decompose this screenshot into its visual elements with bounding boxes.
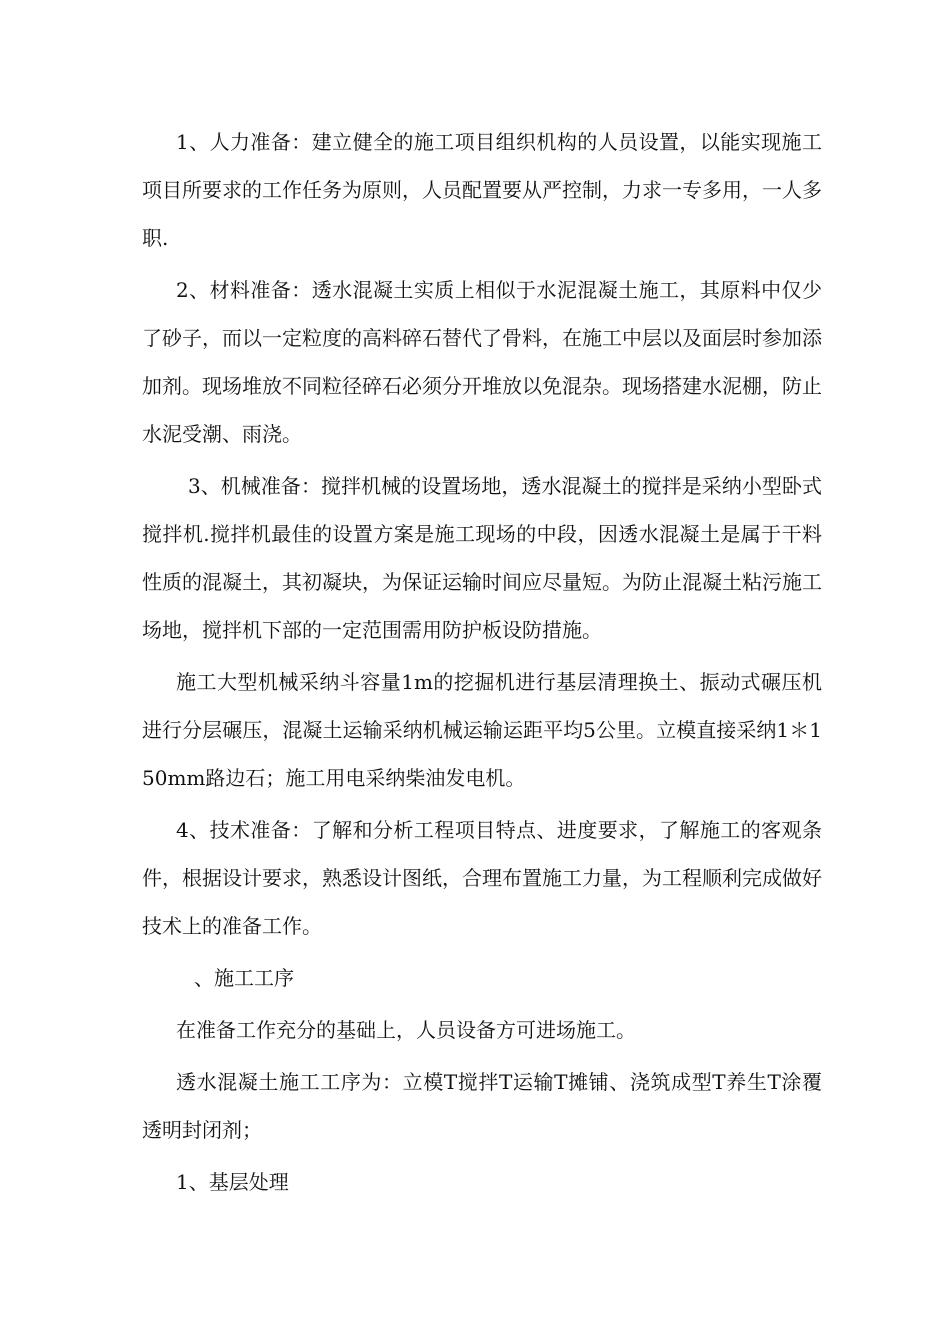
paragraph-technical-preparation: 4、技术准备：了解和分析工程项目特点、进度要求，了解施工的客观条件，根据设计要求，熟悉设计图纸，合理布置施工力量，为工程顺利完成做好技术上的准备工作。 <box>142 818 822 938</box>
paragraph-manpower-preparation: 1、人力准备：建立健全的施工项目组织机构的人员设置，以能实现施工项目所要求的工作任务为原则，人员配置要从严控制，力求一专多用，一人多职. <box>142 130 822 250</box>
paragraph-material-preparation: 2、材料准备：透水混凝土实质上相似于水泥混凝土施工，其原料中仅少了砂子，而以一定粒度的高料碎石替代了骨料，在施工中层以及面层时参加添加剂。现场堆放不同粒径碎石必须分开堆放以免混杂。现场搭建水泥棚，防止水泥受潮、雨浇。 <box>142 278 822 446</box>
paragraph-large-machinery: 施工大型机械采纳斗容量1m的挖掘机进行基层清理换土、振动式碾压机进行分层碾压，混凝土运输采纳机械运输运距平均5公里。立模直接采纳1＊150mm路边石；施工用电采纳柴油发电机。 <box>142 670 822 790</box>
paragraph-entry-condition: 在准备工作充分的基础上，人员设备方可进场施工。 <box>176 1018 636 1042</box>
paragraph-process-sequence: 透水混凝土施工工序为：立模T搅拌T运输T摊铺、浇筑成型T养生T涂覆透明封闭剂； <box>142 1070 822 1142</box>
document-body <box>142 118 822 1210</box>
section-heading-construction-process: 、施工工序 <box>194 966 294 990</box>
subheading-base-treatment: 1、基层处理 <box>176 1170 289 1194</box>
paragraph-machinery-preparation: 3、机械准备：搅拌机械的设置场地，透水混凝土的搅拌是采纳小型卧式搅拌机.搅拌机最佳的设置方案是施工现场的中段，因透水混凝土是属于干料性质的混凝土，其初凝块，为保证运输时间应尽量短。为防止混凝土粘污施工场地，搅拌机下部的一定范围需用防护板设防措施。 <box>142 474 822 642</box>
